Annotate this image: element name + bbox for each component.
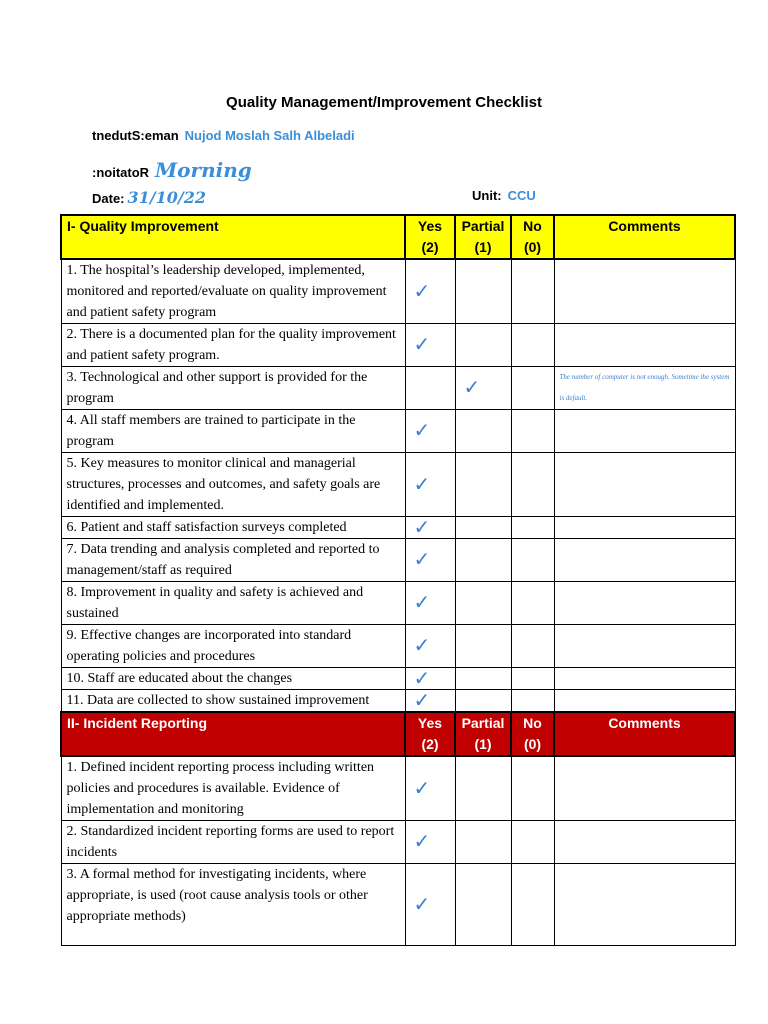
- yes-cell[interactable]: [405, 668, 455, 690]
- checklist-row: [61, 324, 735, 367]
- student-name-label: tnedutS:eman: [92, 128, 179, 143]
- unit-value: CCU: [507, 188, 536, 203]
- yes-header: Yes (2): [405, 215, 455, 259]
- no-cell[interactable]: [511, 539, 554, 582]
- comments-header: Comments: [554, 215, 735, 259]
- partial-cell[interactable]: [455, 821, 511, 864]
- yes-cell[interactable]: [405, 517, 455, 539]
- comment-cell[interactable]: [554, 410, 735, 453]
- partial-header: Partial (1): [455, 215, 511, 259]
- partial-cell[interactable]: [455, 756, 511, 821]
- yes-cell[interactable]: [405, 539, 455, 582]
- comment-cell[interactable]: [554, 821, 735, 864]
- yes-cell[interactable]: [405, 625, 455, 668]
- yes-header: Yes (2): [405, 712, 455, 756]
- checklist-row: [61, 668, 735, 690]
- checklist-row: [61, 410, 735, 453]
- item-text: 7. Data trending and analysis completed and reported to management/staff as required: [61, 539, 405, 582]
- item-text: 3. A formal method for investigating incidents, where appropriate, is used (root cause analysis tools or other appropriate methods): [61, 864, 405, 946]
- comment-cell[interactable]: [554, 625, 735, 668]
- yes-cell[interactable]: [405, 756, 455, 821]
- partial-cell[interactable]: [455, 582, 511, 625]
- check-mark-icon: ✓: [413, 592, 431, 614]
- partial-cell[interactable]: [455, 690, 511, 713]
- comment-cell[interactable]: [554, 539, 735, 582]
- comment-cell[interactable]: [554, 324, 735, 367]
- comment-cell[interactable]: [554, 690, 735, 713]
- checklist-row: [61, 582, 735, 625]
- check-mark-icon: ✓: [413, 667, 431, 690]
- partial-cell[interactable]: [455, 625, 511, 668]
- check-mark-icon: ✓: [413, 516, 431, 539]
- rotation-label: :noitatoR: [92, 165, 150, 180]
- check-mark-icon: ✓: [413, 893, 431, 916]
- rotation-value: Morning: [155, 158, 252, 182]
- check-mark-icon: ✓: [413, 635, 431, 657]
- yes-cell[interactable]: [405, 690, 455, 713]
- date-value: 31/10/22: [127, 188, 206, 207]
- rotation-field: [92, 158, 252, 182]
- check-mark-icon: ✓: [413, 831, 431, 853]
- item-text: 6. Patient and staff satisfaction surveys completed: [61, 517, 405, 539]
- checklist-row: [61, 864, 735, 946]
- yes-cell[interactable]: [405, 410, 455, 453]
- partial-header: Partial (1): [455, 712, 511, 756]
- no-cell[interactable]: [511, 410, 554, 453]
- comment-cell[interactable]: [554, 668, 735, 690]
- section-header-incident-reporting: [61, 712, 735, 756]
- checklist-table: [60, 214, 736, 946]
- date-label: Date:: [92, 191, 125, 206]
- yes-cell[interactable]: [405, 259, 455, 324]
- yes-cell[interactable]: [405, 864, 455, 946]
- student-name-value: Nujod Moslah Salh Albeladi: [184, 128, 355, 143]
- unit-field: [472, 188, 536, 203]
- no-cell[interactable]: [511, 517, 554, 539]
- yes-cell[interactable]: [405, 367, 455, 410]
- partial-cell[interactable]: [455, 539, 511, 582]
- checklist-row: [61, 625, 735, 668]
- yes-cell[interactable]: [405, 324, 455, 367]
- item-text: 8. Improvement in quality and safety is achieved and sustained: [61, 582, 405, 625]
- checklist-row: [61, 453, 735, 517]
- no-cell[interactable]: [511, 756, 554, 821]
- partial-cell[interactable]: [455, 410, 511, 453]
- no-cell[interactable]: [511, 864, 554, 946]
- item-text: 10. Staff are educated about the changes: [61, 668, 405, 690]
- no-cell[interactable]: [511, 324, 554, 367]
- yes-cell[interactable]: [405, 453, 455, 517]
- checklist-row: [61, 517, 735, 539]
- comment-cell[interactable]: [554, 756, 735, 821]
- comment-cell[interactable]: [554, 517, 735, 539]
- check-mark-icon: ✓: [413, 549, 431, 571]
- no-cell[interactable]: [511, 453, 554, 517]
- no-header: No (0): [511, 712, 554, 756]
- page-title: Quality Management/Improvement Checklist: [226, 94, 542, 111]
- checklist-row: [61, 756, 735, 821]
- partial-cell[interactable]: [455, 453, 511, 517]
- item-text: 5. Key measures to monitor clinical and managerial structures, processes and outcomes, and safety goals are identified and implemented.: [61, 453, 405, 517]
- partial-cell[interactable]: [455, 259, 511, 324]
- item-text: 9. Effective changes are incorporated into standard operating policies and procedures: [61, 625, 405, 668]
- partial-cell[interactable]: [455, 324, 511, 367]
- comment-cell[interactable]: [554, 582, 735, 625]
- comment-cell[interactable]: [554, 864, 735, 946]
- comment-cell[interactable]: [554, 453, 735, 517]
- no-cell[interactable]: [511, 259, 554, 324]
- comment-cell[interactable]: [554, 259, 735, 324]
- item-text: 11. Data are collected to show sustained improvement: [61, 690, 405, 713]
- check-mark-icon: ✓: [413, 334, 431, 356]
- no-cell[interactable]: [511, 582, 554, 625]
- yes-cell[interactable]: [405, 582, 455, 625]
- partial-cell[interactable]: [455, 517, 511, 539]
- no-header: No (0): [511, 215, 554, 259]
- check-mark-icon: ✓: [413, 473, 431, 496]
- section-title: II- Incident Reporting: [61, 712, 405, 756]
- checklist-row: [61, 821, 735, 864]
- check-mark-icon: ✓: [413, 420, 431, 442]
- check-mark-icon: ✓: [413, 777, 431, 800]
- student-name-field: [92, 128, 355, 143]
- comment-cell[interactable]: The number of computer is not enough. Sometime the system is default.: [554, 367, 735, 410]
- checklist-row: [61, 259, 735, 324]
- no-cell[interactable]: [511, 668, 554, 690]
- check-mark-icon: ✓: [413, 689, 431, 712]
- checklist-row: [61, 367, 735, 410]
- partial-cell[interactable]: [455, 864, 511, 946]
- partial-cell[interactable]: [455, 668, 511, 690]
- no-cell[interactable]: [511, 625, 554, 668]
- partial-cell[interactable]: [455, 367, 511, 410]
- item-text: 2. Standardized incident reporting forms are used to report incidents: [61, 821, 405, 864]
- comments-header: Comments: [554, 712, 735, 756]
- item-text: 1. Defined incident reporting process including written policies and procedures is available. Evidence of implementation and monitoring: [61, 756, 405, 821]
- unit-label: Unit:: [472, 188, 502, 203]
- item-text: 2. There is a documented plan for the quality improvement and patient safety program.: [61, 324, 405, 367]
- item-text: 3. Technological and other support is provided for the program: [61, 367, 405, 410]
- date-field: [92, 188, 206, 207]
- check-mark-icon: ✓: [463, 377, 481, 399]
- yes-cell[interactable]: [405, 821, 455, 864]
- section-header-quality-improvement: [61, 215, 735, 259]
- item-text: 4. All staff members are trained to participate in the program: [61, 410, 405, 453]
- item-text: 1. The hospital’s leadership developed, implemented, monitored and reported/evaluate on quality improvement and patient safety program: [61, 259, 405, 324]
- section-title: I- Quality Improvement: [61, 215, 405, 259]
- checklist-row: [61, 539, 735, 582]
- no-cell[interactable]: [511, 690, 554, 713]
- check-mark-icon: ✓: [413, 280, 431, 303]
- no-cell[interactable]: [511, 821, 554, 864]
- no-cell[interactable]: [511, 367, 554, 410]
- checklist-row: [61, 690, 735, 713]
